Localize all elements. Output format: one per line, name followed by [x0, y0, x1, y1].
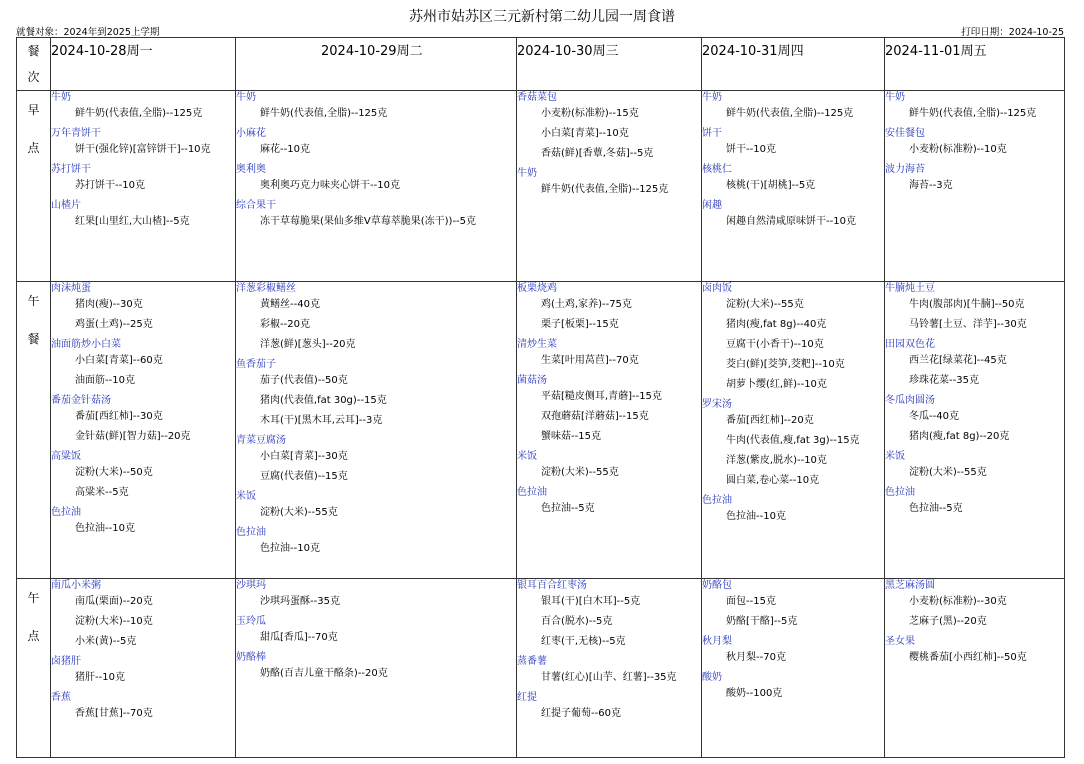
meal-column-header: 餐 次: [17, 38, 51, 91]
menu-cell: [702, 579, 885, 758]
ingredient-line: 小白菜[青菜]--60克: [75, 355, 163, 366]
dish-name: 板栗烧鸡: [517, 283, 557, 294]
ingredient-line: 淀粉(大米)--55克: [260, 507, 338, 518]
ingredient-line: 奶酪(百吉儿童干酪条)--20克: [260, 668, 388, 679]
ingredient-line: 淀粉(大米)--50克: [75, 467, 153, 478]
ingredient-line: 色拉油--10克: [75, 523, 135, 534]
ingredient-line: 猪肉(瘦,fat 8g)--20克: [909, 431, 1010, 442]
menu-cell: [885, 579, 1065, 758]
meal-label: 早 点: [17, 91, 51, 282]
dish-name: 波力海苔: [885, 164, 925, 175]
ingredient-line: 沙琪玛蛋酥--35克: [260, 596, 340, 607]
ingredient-line: 牛肉(腹部肉)[牛腩]--50克: [909, 299, 1025, 310]
ingredient-line: 牛肉(代表值,瘦,fat 3g)--15克: [726, 435, 860, 446]
dish-name: 饼干: [702, 128, 722, 139]
dish-name: 牛奶: [236, 92, 256, 103]
day-weekday: 周四: [777, 44, 804, 59]
meal-row: [17, 579, 1065, 758]
dish-name: 牛奶: [517, 168, 537, 179]
ingredient-line: 高粱米--5克: [75, 487, 129, 498]
dish-name: 香蕉: [51, 692, 71, 703]
ingredient-line: 麻花--10克: [260, 144, 310, 155]
day-date: 2024-10-29: [321, 44, 397, 59]
ingredient-line: 彩椒--20克: [260, 319, 310, 330]
ingredient-line: 色拉油--5克: [541, 503, 595, 514]
menu-cell: [51, 579, 236, 758]
ingredient-line: 樱桃番茄[小西红柿]--50克: [909, 652, 1027, 663]
ingredient-line: 奶酪[干酪]--5克: [726, 616, 798, 627]
ingredient-line: 芝麻子(黑)--20克: [909, 616, 987, 627]
ingredient-line: 冻干草莓脆果(果仙多维V草莓萃脆果(冻干))--5克: [260, 216, 477, 227]
ingredient-line: 小麦粉(标准粉)--10克: [909, 144, 1007, 155]
ingredient-line: 淀粉(大米)--55克: [541, 467, 619, 478]
ingredient-line: 双孢蘑菇[洋蘑菇]--15克: [541, 411, 649, 422]
dish-name: 万年青饼干: [51, 128, 101, 139]
dish-name: 色拉油: [702, 495, 732, 506]
ingredient-line: 蟹味菇--15克: [541, 431, 601, 442]
audience-value: 2024年到2025上学期: [63, 27, 160, 38]
dish-name: 田园双色花: [885, 339, 935, 350]
dish-name: 卤肉饭: [702, 283, 732, 294]
dish-name: 香菇菜包: [517, 92, 557, 103]
dish-name: 色拉油: [885, 487, 915, 498]
ingredient-line: 香蕉[甘蕉]--70克: [75, 708, 153, 719]
menu-cell: [517, 91, 702, 282]
ingredient-line: 冬瓜--40克: [909, 411, 959, 422]
ingredient-line: 小白菜[青菜]--30克: [260, 451, 348, 462]
ingredient-line: 甜瓜[香瓜]--70克: [260, 632, 338, 643]
menu-cell: [885, 282, 1065, 579]
day-header: [517, 38, 702, 91]
dish-name: 苏打饼干: [51, 164, 91, 175]
menu-cell: [517, 579, 702, 758]
meal-label: 午 餐: [17, 282, 51, 579]
ingredient-line: 奥利奥巧克力味夹心饼干--10克: [260, 180, 400, 191]
audience-info: [16, 24, 159, 38]
header-row: [17, 38, 1065, 91]
ingredient-line: 海苔--3克: [909, 180, 953, 191]
day-date: 2024-10-31: [702, 44, 778, 59]
dish-name: 奶酪包: [702, 580, 732, 591]
ingredient-line: 色拉油--10克: [260, 543, 320, 554]
weekly-menu-table: [16, 37, 1065, 758]
ingredient-line: 香菇(鲜)[香蕈,冬菇]--5克: [541, 148, 654, 159]
day-weekday: 周二: [396, 44, 423, 59]
day-weekday: 周三: [592, 44, 619, 59]
menu-cell: [51, 91, 236, 282]
ingredient-line: 猪肝--10克: [75, 672, 125, 683]
dish-name: 牛奶: [885, 92, 905, 103]
dish-name: 蒸番薯: [517, 656, 547, 667]
dish-name: 山楂片: [51, 200, 81, 211]
dish-name: 米饭: [236, 491, 256, 502]
ingredient-line: 鲜牛奶(代表值,全脂)--125克: [541, 184, 669, 195]
ingredient-line: 核桃(干)[胡桃]--5克: [726, 180, 816, 191]
ingredient-line: 豆腐干(小香干)--10克: [726, 339, 824, 350]
ingredient-line: 小麦粉(标准粉)--15克: [541, 108, 639, 119]
dish-name: 牛奶: [51, 92, 71, 103]
ingredient-line: 圆白菜,卷心菜--10克: [726, 475, 820, 486]
meal-row: [17, 282, 1065, 579]
dish-name: 红提: [517, 692, 537, 703]
menu-cell: [236, 91, 517, 282]
dish-name: 核桃仁: [702, 164, 732, 175]
ingredient-line: 小白菜[青菜]--10克: [541, 128, 629, 139]
menu-cell: [702, 91, 885, 282]
ingredient-line: 鲜牛奶(代表值,全脂)--125克: [75, 108, 203, 119]
dish-name: 罗宋汤: [702, 399, 732, 410]
ingredient-line: 小米(黄)--5克: [75, 636, 137, 647]
print-date-label: 打印日期：: [961, 27, 1009, 38]
dish-name: 小麻花: [236, 128, 266, 139]
ingredient-line: 红枣(干,无核)--5克: [541, 636, 626, 647]
dish-name: 牛腩炖土豆: [885, 283, 935, 294]
menu-cell: [236, 579, 517, 758]
ingredient-line: 木耳(干)[黑木耳,云耳]--3克: [260, 415, 383, 426]
ingredient-line: 小麦粉(标准粉)--30克: [909, 596, 1007, 607]
ingredient-line: 色拉油--10克: [726, 511, 786, 522]
menu-body: [17, 91, 1065, 758]
dish-name: 米饭: [885, 451, 905, 462]
ingredient-line: 洋葱(鲜)[葱头]--20克: [260, 339, 356, 350]
dish-name: 黑芝麻汤圆: [885, 580, 935, 591]
ingredient-line: 南瓜(栗面)--20克: [75, 596, 153, 607]
dish-name: 洋葱彩椒鳝丝: [236, 283, 296, 294]
ingredient-line: 黄鳝丝--40克: [260, 299, 320, 310]
dish-name: 油面筋炒小白菜: [51, 339, 121, 350]
dish-name: 秋月梨: [702, 636, 732, 647]
day-header: [51, 38, 236, 91]
ingredient-line: 鸡蛋(土鸡)--25克: [75, 319, 153, 330]
ingredient-line: 茄子(代表值)--50克: [260, 375, 348, 386]
ingredient-line: 平菇[糙皮侧耳,青蘑]--15克: [541, 391, 662, 402]
ingredient-line: 百合(脱水)--5克: [541, 616, 613, 627]
ingredient-line: 红提子葡萄--60克: [541, 708, 621, 719]
ingredient-line: 番茄[西红柿]--20克: [726, 415, 814, 426]
day-weekday: 周五: [960, 44, 987, 59]
meal-row: [17, 91, 1065, 282]
day-weekday: 周一: [126, 44, 153, 59]
ingredient-line: 胡萝卜缨(红,鲜)--10克: [726, 379, 827, 390]
dish-name: 冬瓜肉圆汤: [885, 395, 935, 406]
dish-name: 菌菇汤: [517, 375, 547, 386]
ingredient-line: 番茄[西红柿]--30克: [75, 411, 163, 422]
dish-name: 综合果干: [236, 200, 276, 211]
ingredient-line: 猪肉(瘦,fat 8g)--40克: [726, 319, 827, 330]
ingredient-line: 面包--15克: [726, 596, 776, 607]
ingredient-line: 饼干--10克: [726, 144, 776, 155]
ingredient-line: 生菜[叶用莴苣]--70克: [541, 355, 639, 366]
ingredient-line: 金针菇(鲜)[智力菇]--20克: [75, 431, 191, 442]
ingredient-line: 银耳(干)[白木耳]--5克: [541, 596, 641, 607]
dish-name: 南瓜小米粥: [51, 580, 101, 591]
menu-cell: [702, 282, 885, 579]
ingredient-line: 红果[山里红,大山楂]--5克: [75, 216, 190, 227]
ingredient-line: 鸡(土鸡,家养)--75克: [541, 299, 632, 310]
meal-label: 午 点: [17, 579, 51, 758]
dish-name: 沙琪玛: [236, 580, 266, 591]
day-header: [236, 38, 517, 91]
dish-name: 奶酪棒: [236, 652, 266, 663]
ingredient-line: 猪肉(瘦)--30克: [75, 299, 143, 310]
ingredient-line: 鲜牛奶(代表值,全脂)--125克: [726, 108, 854, 119]
ingredient-line: 珍珠花菜--35克: [909, 375, 979, 386]
dish-name: 酸奶: [702, 672, 722, 683]
ingredient-line: 鲜牛奶(代表值,全脂)--125克: [260, 108, 388, 119]
ingredient-line: 洋葱(紫皮,脱水)--10克: [726, 455, 827, 466]
ingredient-line: 淀粉(大米)--55克: [909, 467, 987, 478]
day-date: 2024-11-01: [885, 44, 961, 59]
day-date: 2024-10-30: [517, 44, 593, 59]
audience-label: 就餐对象：: [16, 27, 64, 38]
ingredient-line: 色拉油--5克: [909, 503, 963, 514]
ingredient-line: 豆腐(代表值)--15克: [260, 471, 348, 482]
ingredient-line: 油面筋--10克: [75, 375, 135, 386]
dish-name: 色拉油: [236, 527, 266, 538]
dish-name: 青菜豆腐汤: [236, 435, 286, 446]
menu-cell: [517, 282, 702, 579]
dish-name: 色拉油: [51, 507, 81, 518]
dish-name: 肉沫炖蛋: [51, 283, 91, 294]
ingredient-line: 甘薯(红心)[山芋、红薯]--35克: [541, 672, 677, 683]
ingredient-line: 饼干(强化锌)[富锌饼干]--10克: [75, 144, 211, 155]
ingredient-line: 淀粉(大米)--10克: [75, 616, 153, 627]
ingredient-line: 闲趣自然清咸原味饼干--10克: [726, 216, 856, 227]
day-date: 2024-10-28: [51, 44, 127, 59]
ingredient-line: 酸奶--100克: [726, 688, 783, 699]
dish-name: 闲趣: [702, 200, 722, 211]
day-header: [885, 38, 1065, 91]
ingredient-line: 茭白(鲜)[茭笋,茭粑]--10克: [726, 359, 845, 370]
menu-cell: [885, 91, 1065, 282]
page-title: 苏州市姑苏区三元新村第二幼儿园一周食谱: [409, 9, 675, 25]
ingredient-line: 苏打饼干--10克: [75, 180, 145, 191]
dish-name: 玉玲瓜: [236, 616, 266, 627]
dish-name: 高粱饭: [51, 451, 81, 462]
dish-name: 鱼香茄子: [236, 359, 276, 370]
ingredient-line: 秋月梨--70克: [726, 652, 786, 663]
menu-cell: [51, 282, 236, 579]
dish-name: 米饭: [517, 451, 537, 462]
ingredient-line: 西兰花[绿菜花]--45克: [909, 355, 1007, 366]
dish-name: 清炒生菜: [517, 339, 557, 350]
dish-name: 圣女果: [885, 636, 915, 647]
dish-name: 卤猪肝: [51, 656, 81, 667]
dish-name: 牛奶: [702, 92, 722, 103]
menu-cell: [236, 282, 517, 579]
day-header: [702, 38, 885, 91]
ingredient-line: 淀粉(大米)--55克: [726, 299, 804, 310]
print-date-value: 2024-10-25: [1008, 27, 1064, 38]
dish-name: 银耳百合红枣汤: [517, 580, 587, 591]
ingredient-line: 栗子[板栗]--15克: [541, 319, 619, 330]
dish-name: 安佳餐包: [885, 128, 925, 139]
ingredient-line: 猪肉(代表值,fat 30g)--15克: [260, 395, 387, 406]
dish-name: 色拉油: [517, 487, 547, 498]
dish-name: 奥利奥: [236, 164, 266, 175]
ingredient-line: 鲜牛奶(代表值,全脂)--125克: [909, 108, 1037, 119]
print-date-info: [961, 24, 1064, 38]
ingredient-line: 马铃薯[土豆、洋芋]--30克: [909, 319, 1027, 330]
dish-name: 番茄金针菇汤: [51, 395, 111, 406]
